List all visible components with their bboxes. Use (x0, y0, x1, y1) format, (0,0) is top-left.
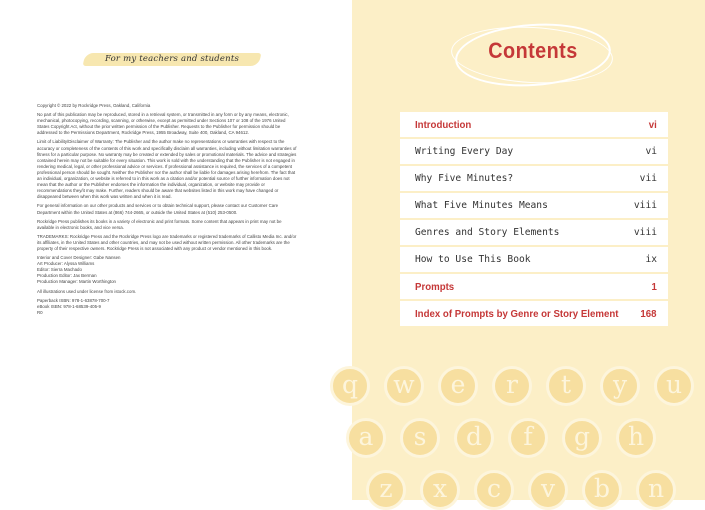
toc-entry-what-five-minutes-means[interactable] (400, 193, 668, 218)
toc-entry-page: viii (633, 200, 657, 211)
typewriter-key: g (562, 418, 602, 458)
toc-entry-genres-and-story-elements[interactable] (400, 220, 668, 245)
typewriter-key: f (508, 418, 548, 458)
toc-entry-page: 1 (651, 280, 657, 293)
typewriter-keys-illustration (341, 360, 705, 503)
toc-entry-label: Why Five Minutes? (415, 173, 514, 184)
toc-entry-introduction[interactable] (400, 112, 668, 137)
liability-disclaimer: Limit of Liability/Disclaimer of Warranty: The Publisher and the author make no representations or warranties with respect to the accuracy or completeness of the contents of this work and specifically disclaim all warranties, including without limitation warranties of fitness for a particular purpose. No warranty may be created or extended by sales or promotional materials. The advice and strategies contained herein may not be suitable for every situation. This work is sold with the understanding that the Publisher is not engaged in rendering medical, legal, or other professional advice or services. If professional assistance is required, the services of a competent professional person should be sought. Neither the Publisher nor the author shall be liable for damages arising herefrom. The fact that an individual, organization, or website is referred to in this work as a citation and/or potential source of further information does not mean that the author or the Publisher endorses the information the individual, organization, or website may provide or recommendations they/it may make. Further, readers should be aware that websites listed in this work may have changed or disappeared between when this work was written and when it is read. (37, 139, 297, 200)
copyright-line: Copyright © 2022 by Rockridge Press, Oakland, California (37, 103, 151, 108)
toc-entry-page: vii (639, 173, 657, 184)
right-page (341, 0, 705, 503)
dedication-block (84, 51, 260, 68)
typewriter-key: e (438, 366, 478, 406)
toc-entry-label: Genres and Story Elements (415, 227, 560, 238)
typewriter-key: w (384, 366, 424, 406)
typewriter-key: a (346, 418, 386, 458)
toc-entry-why-five-minutes[interactable] (400, 166, 668, 191)
credit-production-editor: Production Editor: Jax Berman (37, 273, 97, 279)
copyright-reproduction-notice: No part of this publication may be reproduced, stored in a retrieval system, or transmitted in any form or by any means, electronic, mechanical, photocopying, recording, scanning, or otherwise, except as permitted under Sections 107 or 108 of the 1976 United States Copyright Act, without the prior written permission of the Publisher. Requests to the Publisher for permission should be addressed to the Permissions Department, Rockridge Press, 1955 Broadway, Suite 400, Oakland, CA 94612. (37, 112, 289, 136)
credit-designer: Interior and Cover Designer: Gabe Nansen (37, 255, 121, 261)
toc-entry-how-to-use-this-book[interactable] (400, 247, 668, 272)
table-of-contents (400, 112, 668, 328)
credit-editor: Editor: Sierra Machado (37, 267, 82, 273)
dedication-text: For my teachers and students (104, 54, 240, 64)
toc-entry-page: ix (645, 254, 657, 265)
toc-entry-index-of-prompts[interactable] (400, 301, 668, 326)
typewriter-key: t (546, 366, 586, 406)
toc-entry-label: How to Use This Book (415, 254, 531, 265)
left-page (0, 0, 352, 500)
credit-production-manager: Production Manager: Martin Worthington (37, 279, 116, 285)
toc-entry-prompts[interactable] (400, 274, 668, 299)
toc-entry-page: vi (648, 118, 657, 131)
typewriter-key: x (420, 470, 460, 510)
edition-code: R0 (37, 309, 43, 315)
toc-entry-label: Prompts (415, 280, 455, 293)
isbn-ebook: eBook ISBN: 978-1-68539-405-9 (37, 303, 101, 309)
trademarks-notice: TRADEMARKS: Rockridge Press and the Rockridge Press logo are trademarks or registered trademarks of Callisto Media Inc. and/or its affiliates, in the United States and other countries, and may not be used without written permission. All other trademarks are the property of their respective owners. Rockridge Press is not associated with any product or vendor mentioned in this book. (37, 233, 297, 251)
toc-entry-page: vi (645, 146, 657, 157)
typewriter-key: z (366, 470, 406, 510)
customer-care-notice: For general information on our other products and services or to obtain technical support, please contact our Customer Care Department within the United States at (866) 744-2665, or outside the United States at (510) 253-0500. (37, 203, 279, 215)
illustrations-credit: All illustrations used under license from istock.com. (37, 288, 137, 294)
copyright-block (37, 103, 299, 316)
isbn-paperback: Paperback ISBN: 978-1-63878-700-7 (37, 297, 110, 303)
typewriter-key: b (582, 470, 622, 510)
typewriter-key: n (636, 470, 676, 510)
typewriter-key: q (330, 366, 370, 406)
typewriter-key: v (528, 470, 568, 510)
toc-entry-page: viii (633, 227, 657, 238)
toc-entry-page: 168 (640, 307, 657, 320)
typewriter-key: r (492, 366, 532, 406)
typewriter-key: u (654, 366, 694, 406)
typewriter-key: y (600, 366, 640, 406)
toc-entry-writing-every-day[interactable] (400, 139, 668, 164)
toc-entry-label: Writing Every Day (415, 146, 514, 157)
toc-entry-label: Index of Prompts by Genre or Story Element (415, 307, 619, 320)
formats-notice: Rockridge Press publishes its books in a variety of electronic and print formats. Some content that appears in print may not be available in electronic books, and vice versa. (37, 218, 282, 230)
typewriter-key: d (454, 418, 494, 458)
typewriter-key: h (616, 418, 656, 458)
typewriter-key: c (474, 470, 514, 510)
toc-entry-label: Introduction (415, 118, 472, 131)
contents-title: Contents (488, 38, 578, 63)
credit-art-producer: Art Producer: Alyssa Williams (37, 261, 95, 267)
toc-entry-label: What Five Minutes Means (415, 200, 548, 211)
typewriter-key: s (400, 418, 440, 458)
